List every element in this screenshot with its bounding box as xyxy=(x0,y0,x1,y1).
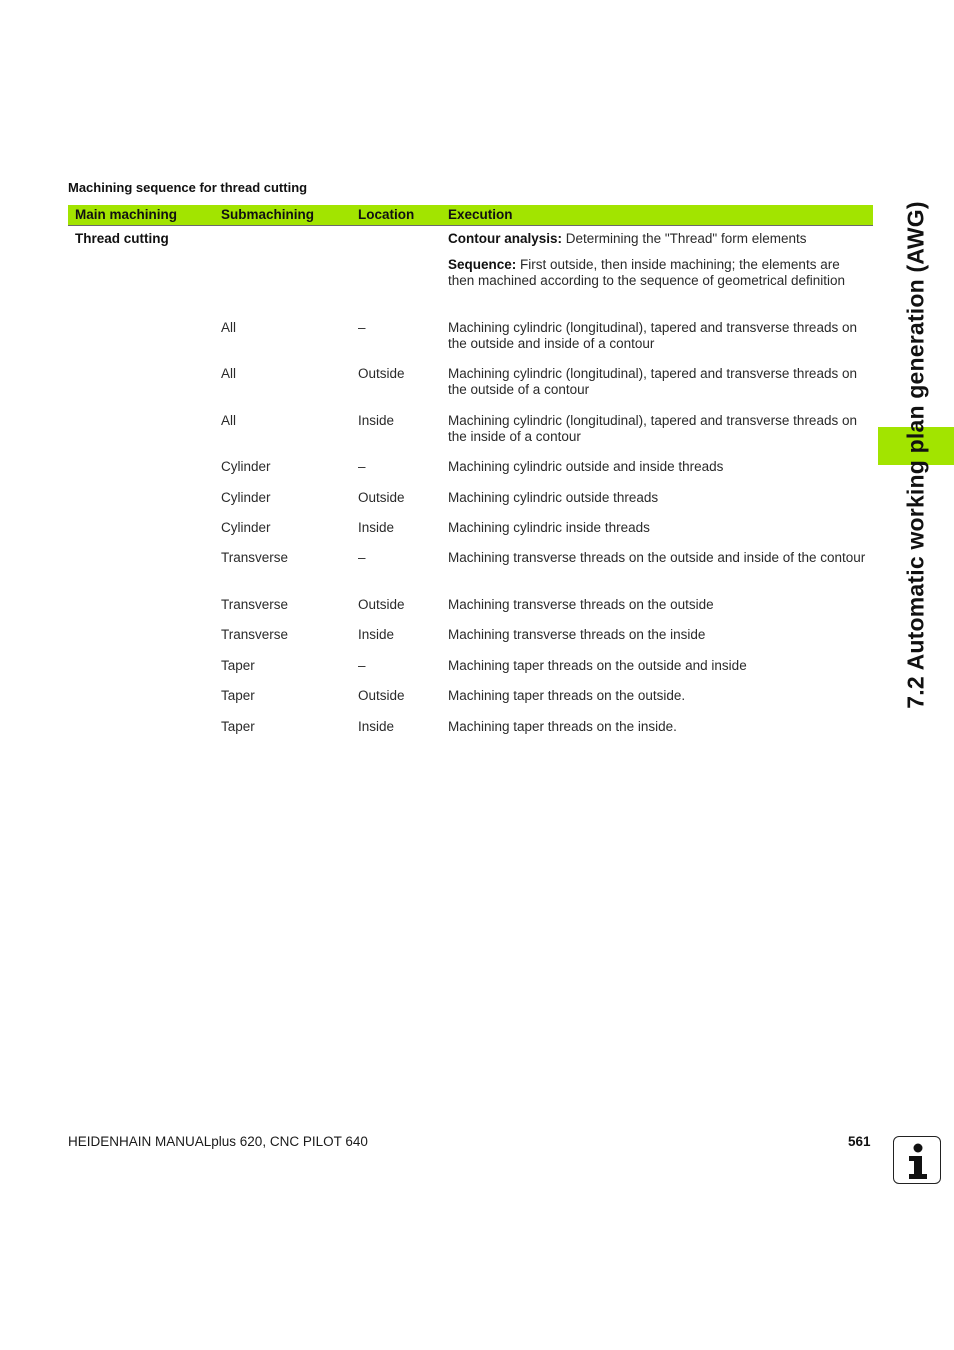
footer-title: HEIDENHAIN MANUALplus 620, CNC PILOT 640 xyxy=(68,1134,368,1149)
location-cell: – xyxy=(358,658,366,673)
main-machining-cell: Thread cutting xyxy=(75,231,169,246)
header-execution: Execution xyxy=(448,207,513,222)
execution-cell: Machining taper threads on the outside and inside xyxy=(448,658,747,673)
table-header xyxy=(68,205,873,225)
location-cell: Inside xyxy=(358,520,395,535)
execution-cell: Machining taper threads on the outside. xyxy=(448,688,686,703)
submachining-cell: Cylinder xyxy=(221,490,271,505)
execution-cell: Machining cylindric (longitudinal), tapered and transverse threads on the outside and inside of a contour xyxy=(448,320,857,351)
submachining-cell: Transverse xyxy=(221,597,289,612)
submachining-cell: Transverse xyxy=(221,550,289,565)
execution-cell: Machining cylindric (longitudinal), tapered and transverse threads on the inside of a contour xyxy=(448,413,857,444)
header-main-machining: Main machining xyxy=(75,207,178,222)
execution-cell: Machining cylindric outside and inside threads xyxy=(448,459,724,474)
location-cell: Inside xyxy=(358,627,395,642)
location-cell: – xyxy=(358,320,366,335)
header-rule xyxy=(68,225,873,226)
location-cell: Outside xyxy=(358,688,405,703)
intro-text: First outside, then inside machining; the elements are then machined according to the sequence of geometrical definition xyxy=(448,257,846,288)
location-cell: Outside xyxy=(358,366,405,381)
location-cell: Outside xyxy=(358,597,405,612)
intro-sequence xyxy=(448,257,868,289)
submachining-cell: All xyxy=(221,413,237,428)
execution-cell: Machining taper threads on the inside. xyxy=(448,719,677,734)
execution-cell: Machining transverse threads on the outside and inside of the contour xyxy=(448,550,866,565)
submachining-cell: Taper xyxy=(221,658,255,673)
intro-label: Contour analysis: xyxy=(448,231,563,246)
submachining-cell: Transverse xyxy=(221,627,289,642)
submachining-cell: Cylinder xyxy=(221,459,271,474)
submachining-cell: Cylinder xyxy=(221,520,271,535)
location-cell: – xyxy=(358,550,366,565)
chapter-title: 7.2 Automatic working plan generation (AWG) xyxy=(902,201,929,709)
info-icon[interactable] xyxy=(893,1136,941,1184)
execution-cell: Machining cylindric inside threads xyxy=(448,520,650,535)
submachining-cell: All xyxy=(221,320,237,335)
submachining-cell: Taper xyxy=(221,719,255,734)
location-cell: Inside xyxy=(358,413,395,428)
submachining-cell: All xyxy=(221,366,237,381)
header-location: Location xyxy=(358,207,415,222)
location-cell: – xyxy=(358,459,366,474)
execution-cell: Machining cylindric outside threads xyxy=(448,490,659,505)
location-cell: Inside xyxy=(358,719,395,734)
submachining-cell: Taper xyxy=(221,688,255,703)
location-cell: Outside xyxy=(358,490,405,505)
intro-label: Sequence: xyxy=(448,257,517,272)
section-heading: Machining sequence for thread cutting xyxy=(68,180,308,195)
execution-cell: Machining transverse threads on the outside xyxy=(448,597,714,612)
execution-cell: Machining transverse threads on the inside xyxy=(448,627,706,642)
header-submachining: Submachining xyxy=(221,207,315,222)
intro-text: Determining the "Thread" form elements xyxy=(562,231,807,246)
page-number: 561 xyxy=(848,1134,871,1149)
intro-contour-analysis xyxy=(448,231,868,247)
execution-cell: Machining cylindric (longitudinal), tapered and transverse threads on the outside of a contour xyxy=(448,366,857,397)
